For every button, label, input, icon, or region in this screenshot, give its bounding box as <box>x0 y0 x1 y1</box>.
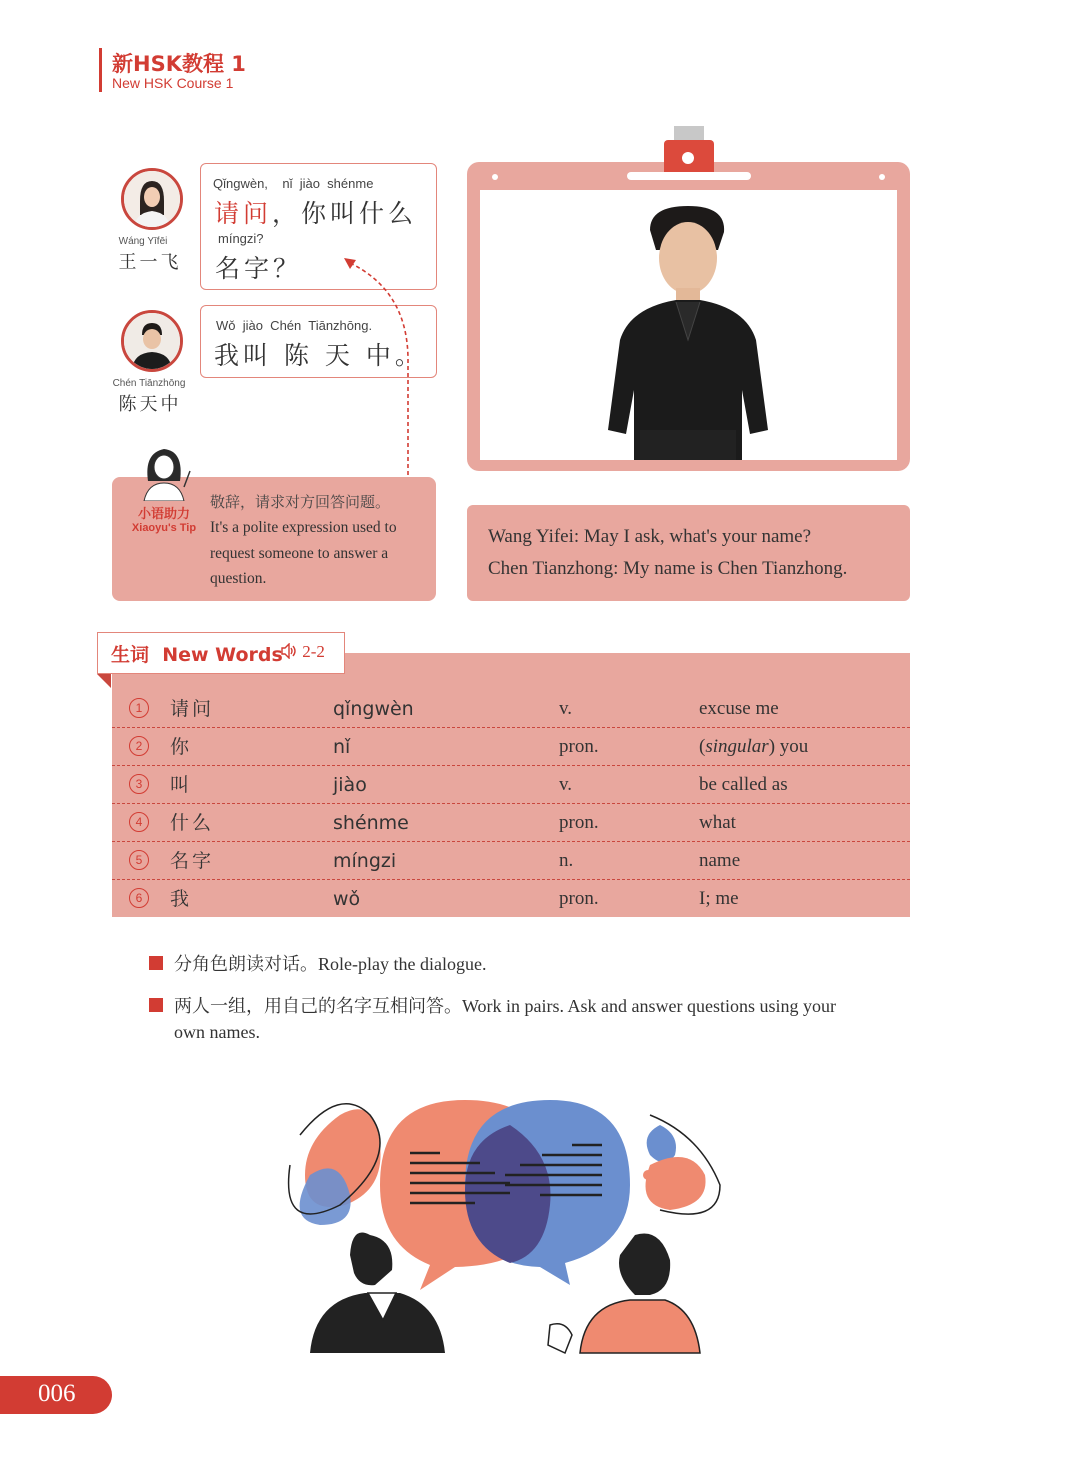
bubble1-line2-pinyin: míngzi? <box>218 231 264 246</box>
tip-arrow <box>330 250 430 480</box>
board-slot <box>627 172 751 180</box>
row-pos: pron. <box>559 812 599 833</box>
word-row <box>112 689 910 728</box>
board-dot-right <box>879 174 885 180</box>
board-dot-left <box>492 174 498 180</box>
row-english: be called as <box>699 774 788 795</box>
row-pos: pron. <box>559 736 599 757</box>
bubble1-line2-hanzi: 名字？ <box>215 254 303 283</box>
speaker1-pinyin: Wáng Yīfēi <box>118 236 168 247</box>
tip-label-en: Xiaoyu's Tip <box>131 522 197 534</box>
translation-line-2: Chen Tianzhong: My name is Chen Tianzhong. <box>488 558 848 579</box>
row-hanzi: 什么 <box>170 812 215 834</box>
row-hanzi: 名字 <box>170 850 215 872</box>
exercise-2-en: Work in pairs. Ask and answer questions using your <box>462 996 837 1016</box>
conversation-illustration <box>280 1095 730 1355</box>
exercise-1-en: Role-play the dialogue. <box>318 954 487 974</box>
row-number: 6 <box>129 888 149 908</box>
row-hanzi: 你 <box>170 736 193 758</box>
speaker1-hanzi: 王一飞 <box>118 252 182 273</box>
new-words-title: 生词 New Words <box>111 644 283 666</box>
bubble1-line1-hanzi <box>214 194 417 230</box>
speaker2-hanzi: 陈天中 <box>118 394 182 415</box>
tip-text-cn: 敬辞，请求对方回答问题。 <box>210 493 391 511</box>
audio-track[interactable] <box>280 642 325 662</box>
row-number: 4 <box>129 812 149 832</box>
row-hanzi: 我 <box>170 888 193 910</box>
book-subtitle: New HSK Course 1 <box>112 75 234 91</box>
row-pinyin: shénme <box>333 812 409 834</box>
xiaoyu-illustration <box>134 441 196 501</box>
word-row <box>112 727 910 766</box>
header-bar <box>99 48 102 92</box>
book-title: 新HSK教程 1 <box>112 52 246 76</box>
row-pinyin: míngzi <box>333 850 397 872</box>
bubble2-hanzi: 我叫 陈 天 中。 <box>214 341 424 370</box>
page-number: 006 <box>38 1380 76 1407</box>
row-pinyin: jiào <box>333 774 367 796</box>
row-hanzi: 请问 <box>170 698 215 720</box>
exercise-2 <box>174 992 836 1018</box>
avatar-wang-yifei <box>121 168 183 230</box>
row-pos: v. <box>559 698 573 719</box>
speaker2-pinyin: Chén Tiānzhōng <box>112 378 186 389</box>
row-pos: v. <box>559 774 573 795</box>
bullet-square <box>149 998 163 1012</box>
exercise-1-cn: 分角色朗读对话。 <box>174 954 318 975</box>
row-english: excuse me <box>699 698 779 719</box>
row-number: 3 <box>129 774 149 794</box>
translation-line-1: Wang Yifei: May I ask, what's your name? <box>488 526 812 547</box>
tip-label-cn: 小语助力 <box>137 507 190 522</box>
audio-track-number: 2-2 <box>302 642 325 661</box>
translation-box <box>467 505 910 601</box>
bubble1-line1-rest: ，你叫什么 <box>272 199 418 228</box>
row-number: 5 <box>129 850 149 870</box>
bubble2-pinyin: Wǒ jiào Chén Tiānzhōng. <box>216 318 373 333</box>
keyword-qingwen: 请问 <box>214 199 273 228</box>
word-row <box>112 841 910 880</box>
word-row <box>112 765 910 804</box>
man-photo <box>480 190 897 460</box>
row-pos: n. <box>559 850 574 871</box>
avatar-chen-tianzhong <box>121 310 183 372</box>
exercise-2-cn: 两人一组，用自己的名字互相问答。 <box>174 996 462 1017</box>
tab-fold <box>97 674 111 688</box>
row-english: what <box>699 812 736 833</box>
exercise-2-line2: own names. <box>174 1022 260 1042</box>
row-number: 1 <box>129 698 149 718</box>
word-row <box>112 803 910 842</box>
row-pinyin: wǒ <box>333 888 361 910</box>
row-english: I; me <box>699 888 739 909</box>
clip-hole <box>682 152 694 164</box>
word-row <box>112 879 910 917</box>
exercise-1 <box>174 950 486 976</box>
row-pinyin: nǐ <box>333 736 351 758</box>
row-english-italic: singular <box>705 736 769 757</box>
speaker-icon <box>280 643 298 659</box>
bubble1-line1-pinyin: Qǐngwèn, nǐ jiào shénme <box>213 176 374 191</box>
row-pinyin: qǐngwèn <box>333 698 414 720</box>
tip-text-en: It's a polite expression used to request someone to answer a question. <box>210 519 397 587</box>
photo-frame <box>480 190 897 460</box>
row-english: name <box>699 850 741 871</box>
bullet-square <box>149 956 163 970</box>
row-hanzi: 叫 <box>170 774 193 796</box>
row-number: 2 <box>129 736 149 756</box>
row-english: (singular) you <box>699 736 809 757</box>
row-english-rest: ) you <box>768 736 809 757</box>
row-pos: pron. <box>559 888 599 909</box>
